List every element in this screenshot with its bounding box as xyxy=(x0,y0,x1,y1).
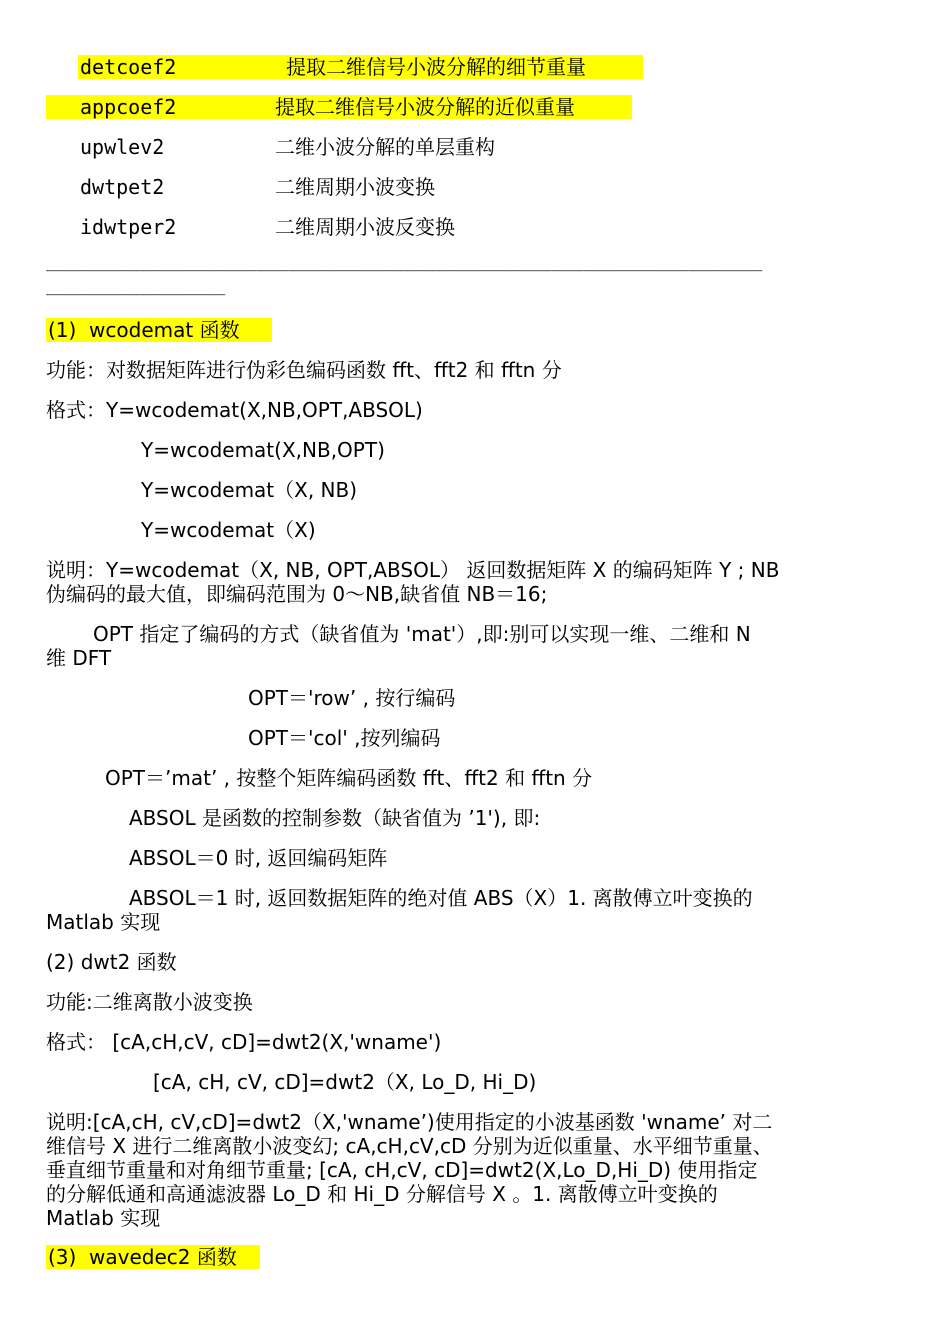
format-line: 格式：Y=wcodemat(X,NB,OPT,ABSOL) xyxy=(46,398,423,422)
absol-one: ABSOL＝1 时, 返回数据矩阵的绝对值 ABS（X）1. 离散傅立叶变换的 xyxy=(129,886,753,910)
function-description: 提取二维信号小波分解的近似重量 xyxy=(275,95,575,119)
format-alternative: [cA, cH, cV, cD]=dwt2（X, Lo_D, Hi_D) xyxy=(153,1070,537,1094)
format-alternative: Y=wcodemat（X) xyxy=(141,518,316,542)
section-heading: (1) wcodemat 函数 xyxy=(48,318,240,342)
absol-description: ABSOL 是函数的控制参数（缺省值为 ’1'), 即: xyxy=(129,806,541,830)
separator-line: _________________ xyxy=(46,276,226,296)
function-line: 功能:二维离散小波变换 xyxy=(46,990,253,1014)
function-name: detcoef2 xyxy=(80,55,177,79)
description-line: 说明：Y=wcodemat（X, NB, OPT,ABSOL） 返回数据矩阵 X 的编码矩阵 Y ; NB xyxy=(46,558,780,582)
absol-zero: ABSOL＝0 时, 返回编码矩阵 xyxy=(129,846,388,870)
description-line: 说明:[cA,cH, cV,cD]=dwt2（X,'wname’)使用指定的小波基函数 'wname’ 对二 xyxy=(46,1110,773,1134)
section-heading: (3) wavedec2 函数 xyxy=(48,1245,237,1269)
opt-col: OPT＝'col' ,按列编码 xyxy=(248,726,441,750)
opt-mat: OPT＝’mat’ , 按整个矩阵编码函数 fft、fft2 和 fftn 分 xyxy=(105,766,593,790)
description-line: Matlab 实现 xyxy=(46,1206,161,1230)
format-line: 格式： [cA,cH,cV, cD]=dwt2(X,'wname') xyxy=(46,1030,442,1054)
function-description: 二维周期小波变换 xyxy=(275,175,435,199)
format-alternative: Y=wcodemat（X, NB) xyxy=(141,478,358,502)
function-name: upwlev2 xyxy=(80,135,165,159)
function-description: 提取二维信号小波分解的细节重量 xyxy=(286,55,586,79)
opt-row: OPT＝'row’ , 按行编码 xyxy=(248,686,456,710)
opt-description: 维 DFT xyxy=(46,646,112,670)
absol-one: Matlab 实现 xyxy=(46,910,161,934)
function-line: 功能：对数据矩阵进行伪彩色编码函数 fft、fft2 和 fftn 分 xyxy=(46,358,562,382)
description-line: 的分解低通和高通滤波器 Lo_D 和 Hi_D 分解信号 X 。1. 离散傅立叶变换的 xyxy=(46,1182,718,1206)
function-name: appcoef2 xyxy=(80,95,177,119)
function-description: 二维周期小波反变换 xyxy=(275,215,455,239)
description-line: 维信号 X 进行二维离散小波变幻; cA,cH,cV,cD 分别为近似重量、水平细节重量、 xyxy=(46,1134,773,1158)
function-name: dwtpet2 xyxy=(80,175,165,199)
separator-line: ____________________________________________________________________ xyxy=(46,252,763,272)
section-heading: (2) dwt2 函数 xyxy=(46,950,177,974)
format-alternative: Y=wcodemat(X,NB,OPT) xyxy=(141,438,385,462)
function-name: idwtper2 xyxy=(80,215,177,239)
function-description: 二维小波分解的单层重构 xyxy=(275,135,495,159)
description-line: 伪编码的最大值，即编码范围为 0～NB,缺省值 NB＝16; xyxy=(46,582,548,606)
opt-description: OPT 指定了编码的方式（缺省值为 'mat'）,即:别可以实现一维、二维和 N xyxy=(93,622,751,646)
description-line: 垂直细节重量和对角细节重量; [cA, cH,cV, cD]=dwt2(X,Lo_D,Hi_D) 使用指定 xyxy=(46,1158,758,1182)
